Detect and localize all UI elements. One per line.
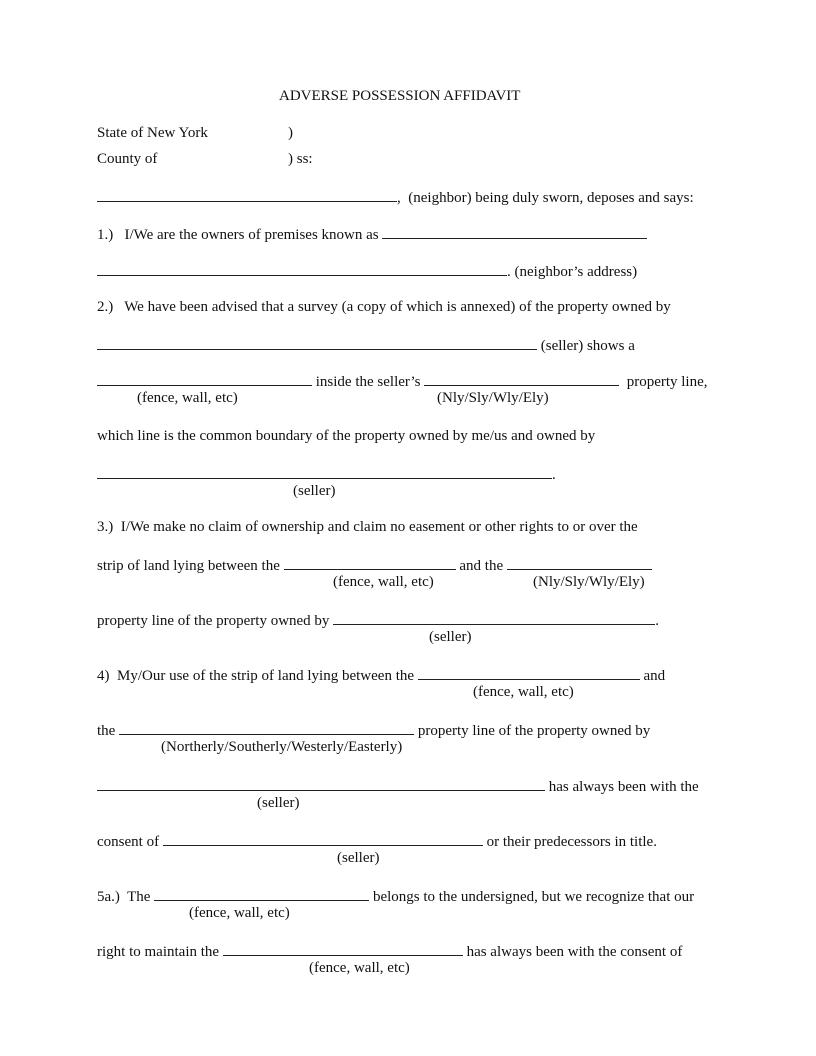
p3-line2 — [97, 555, 652, 575]
seller-blank-1[interactable] — [97, 335, 537, 350]
venue-county: County of — [97, 151, 158, 167]
p4-consent: consent of — [97, 834, 163, 850]
caption-fence: (fence, wall, etc) — [333, 574, 434, 590]
caption-seller: (seller) — [257, 795, 300, 811]
p2-mid-text: inside the seller’s — [312, 374, 425, 390]
p4-the: the — [97, 723, 120, 739]
caption-fence: (fence, wall, etc) — [309, 960, 410, 976]
fence-blank-3[interactable] — [418, 665, 640, 680]
caption-fence: (fence, wall, etc) — [473, 684, 574, 700]
intro-text: , (neighbor) being duly sworn, deposes and says: — [397, 190, 694, 206]
p2-line3 — [97, 371, 708, 391]
caption-direction: (Nly/Sly/Wly/Ely) — [437, 390, 549, 406]
seller-blank-3[interactable] — [333, 610, 655, 625]
neighbor-address-blank[interactable] — [97, 261, 507, 276]
neighbor-name-blank[interactable] — [97, 187, 397, 202]
p4-prefix: 4) My/Our use of the strip of land lying between the — [97, 668, 418, 684]
caption-direction: (Nly/Sly/Wly/Ely) — [533, 574, 645, 590]
direction-blank-2[interactable] — [507, 555, 652, 570]
caption-seller: (seller) — [429, 629, 472, 645]
p3-line1: 3.) I/We make no claim of ownership and claim no easement or other rights to or over the — [97, 519, 638, 535]
p5a-right: right to maintain the — [97, 944, 223, 960]
direction-blank-1[interactable] — [424, 371, 619, 386]
p5a-line2 — [97, 941, 682, 961]
p4-predecessors: or their predecessors in title. — [482, 834, 657, 850]
caption-seller: (seller) — [293, 483, 336, 499]
p3-mid: and the — [455, 558, 507, 574]
fence-blank-4[interactable] — [154, 886, 369, 901]
p2-period: . — [552, 467, 556, 483]
p3-period: . — [655, 613, 659, 629]
intro-line — [97, 187, 694, 207]
caption-fence: (fence, wall, etc) — [189, 905, 290, 921]
p3-owned-by: property line of the property owned by — [97, 613, 334, 629]
p1-line2 — [97, 261, 637, 281]
p2-line2 — [97, 335, 635, 355]
p4-and: and — [639, 668, 666, 684]
fence-blank-5[interactable] — [223, 941, 463, 956]
fence-blank-2[interactable] — [284, 555, 456, 570]
p4-line4 — [97, 831, 657, 851]
p3-line3 — [97, 610, 659, 630]
caption-fence: (fence, wall, etc) — [137, 390, 238, 406]
p2-line1: 2.) We have been advised that a survey (a copy of which is annexed) of the property owned by — [97, 299, 671, 315]
p2-line4: which line is the common boundary of the property owned by me/us and owned by — [97, 428, 596, 444]
direction-blank-3[interactable] — [119, 720, 414, 735]
p5a-the: 5a.) The — [97, 889, 155, 905]
venue-state: State of New York — [97, 125, 208, 141]
p5a-belongs: belongs to the undersigned, but we recognize that our — [369, 889, 695, 905]
p4-always: has always been with the — [545, 779, 699, 795]
document-title: ADVERSE POSSESSION AFFIDAVIT — [279, 88, 521, 104]
p4-line2 — [97, 720, 650, 740]
caption-direction: (Northerly/Southerly/Westerly/Easterly) — [161, 739, 403, 755]
p4-owned-by: property line of the property owned by — [414, 723, 651, 739]
venue-ss: ) ss: — [288, 151, 313, 167]
p4-line1 — [97, 665, 665, 685]
p4-line3 — [97, 776, 699, 796]
venue-paren: ) — [288, 125, 293, 141]
p1-text: 1.) I/We are the owners of premises known as — [97, 227, 383, 243]
p2-end-text: property line, — [619, 374, 708, 390]
p5a-consent: has always been with the consent of — [462, 944, 683, 960]
p2-line5 — [97, 464, 556, 484]
premises-blank[interactable] — [382, 224, 647, 239]
p3-prefix: strip of land lying between the — [97, 558, 284, 574]
seller-blank-4[interactable] — [97, 776, 545, 791]
seller-blank-5[interactable] — [163, 831, 483, 846]
p1-line1 — [97, 224, 647, 244]
fence-blank-1[interactable] — [97, 371, 312, 386]
p5a-line1 — [97, 886, 694, 906]
seller-blank-2[interactable] — [97, 464, 552, 479]
caption-seller: (seller) — [337, 850, 380, 866]
p2-seller-label: (seller) shows a — [537, 338, 635, 354]
p1-address-label: . (neighbor’s address) — [507, 264, 638, 280]
